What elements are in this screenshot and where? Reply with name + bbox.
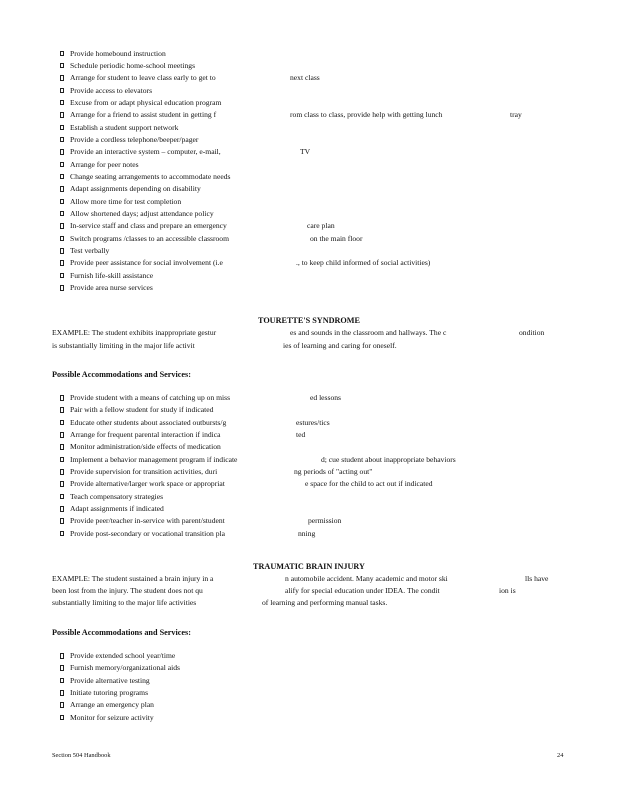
list-item: [60, 392, 342, 404]
checkbox-bullet-icon: [60, 186, 64, 192]
text-fragment: n automobile accident. Many academic and motor ski: [285, 574, 448, 583]
list-item-text: Provide supervision for transition activities, duri: [70, 467, 218, 477]
example-line: [52, 586, 203, 596]
subheading-accommodations: Possible Accommodations and Services:: [52, 628, 191, 637]
list-item: [60, 478, 433, 490]
list-item-text: Monitor administration/side effects of medication: [70, 442, 221, 452]
checkbox-bullet-icon: [60, 273, 64, 279]
list-item: [60, 196, 182, 208]
list-item-text: Furnish memory/organizational aids: [70, 663, 180, 673]
checkbox-bullet-icon: [60, 162, 64, 168]
list-item: [60, 503, 164, 515]
checkbox-bullet-icon: [60, 88, 64, 94]
text-fragment: been lost from the injury. The student does not qu: [52, 586, 203, 595]
example-line: [52, 574, 213, 584]
list-item-text: Furnish life-skill assistance: [70, 270, 154, 280]
list-item: [60, 48, 166, 60]
list-item: [60, 466, 373, 478]
text-fragment: EXAMPLE: The student sustained a brain injury in a: [52, 574, 214, 583]
checkbox-bullet-icon: [60, 444, 64, 450]
checkbox-bullet-icon: [60, 260, 64, 266]
checkbox-bullet-icon: [60, 63, 64, 69]
checkbox-bullet-icon: [60, 174, 64, 180]
list-item-text: ng periods of "acting out": [294, 467, 373, 477]
list-item: [60, 404, 214, 416]
text-fragment: es and sounds in the classroom and hallways. The c: [290, 328, 447, 337]
list-item: [60, 220, 335, 232]
list-item-text: tray: [510, 110, 522, 120]
checkbox-bullet-icon: [60, 149, 64, 155]
example-line: [519, 328, 544, 338]
list-item-text: Schedule periodic home-school meetings: [70, 60, 196, 70]
example-line: [499, 586, 516, 596]
list-item: [60, 257, 431, 269]
checkbox-bullet-icon: [60, 469, 64, 475]
list-item: [60, 97, 222, 109]
checkbox-bullet-icon: [60, 223, 64, 229]
list-item-text: Provide a cordless telephone/beeper/pager: [70, 134, 199, 144]
list-item: [60, 146, 311, 158]
checkbox-bullet-icon: [60, 199, 64, 205]
list-item-text: Test verbally: [70, 246, 110, 255]
list-item-text: Allow more time for test completion: [70, 196, 182, 206]
list-item: [60, 712, 154, 724]
list-item: [60, 85, 153, 97]
example-line: [285, 574, 448, 584]
list-item: [60, 72, 320, 84]
text-fragment: ondition: [519, 328, 545, 337]
accommodations-list-2: [60, 392, 456, 540]
list-item-text: Provide post-secondary or vocational transition pla: [70, 528, 226, 538]
checkbox-bullet-icon: [60, 432, 64, 438]
checkbox-bullet-icon: [60, 531, 64, 537]
text-fragment: alify for special education under IDEA. The condit: [285, 586, 440, 595]
checkbox-bullet-icon: [60, 248, 64, 254]
list-item-text: Arrange for peer notes: [70, 159, 139, 169]
list-item: [60, 515, 342, 527]
list-item-text: Pair with a fellow student for study if indicated: [70, 405, 214, 415]
checkbox-bullet-icon: [60, 420, 64, 426]
checkbox-bullet-icon: [60, 518, 64, 524]
list-item-text: on the main floor: [310, 233, 363, 243]
list-item-text: TV: [300, 147, 311, 157]
list-item-text: Initiate tutoring programs: [70, 688, 149, 698]
list-item: [60, 60, 196, 72]
example-line: [290, 328, 446, 338]
list-item-text: Provide peer/teacher in-service with parent/student: [70, 516, 225, 526]
list-item-text: estures/tics: [296, 417, 330, 427]
checkbox-bullet-icon: [60, 51, 64, 57]
list-item: [60, 282, 153, 294]
checkbox-bullet-icon: [60, 702, 64, 708]
section-heading-tbi: TRAUMATIC BRAIN INJURY: [253, 562, 365, 571]
list-item-text: Educate other students about associated outbursts/g: [70, 417, 227, 427]
checkbox-bullet-icon: [60, 506, 64, 512]
list-item: [60, 429, 306, 441]
list-item-text: Arrange an emergency plan: [70, 700, 154, 710]
list-item: [60, 675, 150, 687]
list-item-text: nning: [298, 528, 316, 538]
list-item-text: Excuse from or adapt physical education program: [70, 97, 222, 107]
list-item: [60, 171, 231, 183]
list-item-text: Provide area nurse services: [70, 283, 153, 293]
list-item-text: Provide alternative testing: [70, 675, 150, 685]
checkbox-bullet-icon: [60, 395, 64, 401]
list-item: [60, 245, 110, 257]
list-item-text: next class: [290, 73, 320, 83]
checkbox-bullet-icon: [60, 678, 64, 684]
list-item: [60, 208, 214, 220]
example-line: [52, 598, 196, 608]
checkbox-bullet-icon: [60, 211, 64, 217]
list-item: [60, 662, 180, 674]
accommodations-list-1: [60, 48, 522, 295]
list-item: [60, 134, 199, 146]
checkbox-bullet-icon: [60, 112, 64, 118]
text-fragment: is substantially limiting in the major life activit: [52, 341, 195, 350]
list-item-text: Monitor for seizure activity: [70, 712, 154, 722]
checkbox-bullet-icon: [60, 75, 64, 81]
checkbox-bullet-icon: [60, 125, 64, 131]
list-item: [60, 454, 456, 466]
list-item: [60, 233, 363, 245]
checkbox-bullet-icon: [60, 236, 64, 242]
list-item-text: d; cue student about inappropriate behaviors: [321, 454, 456, 464]
text-fragment: substantially limiting to the major life activities: [52, 598, 197, 607]
checkbox-bullet-icon: [60, 665, 64, 671]
list-item-text: rom class to class, provide help with getting lunch: [290, 110, 443, 120]
example-line: [52, 328, 216, 338]
text-fragment: ion is: [499, 586, 516, 595]
list-item-text: Provide homebound instruction: [70, 48, 166, 58]
list-item-text: Allow shortened days; adjust attendance policy: [70, 208, 214, 218]
checkbox-bullet-icon: [60, 137, 64, 143]
list-item-text: Teach compensatory strategies: [70, 491, 164, 501]
example-line: [262, 598, 387, 608]
list-item: [60, 441, 221, 453]
checkbox-bullet-icon: [60, 481, 64, 487]
list-item-text: Provide an interactive system – computer, e-mail,: [70, 147, 221, 157]
list-item-text: Adapt assignments depending on disability: [70, 184, 201, 194]
list-item-text: Adapt assignments if indicated: [70, 504, 164, 514]
list-item-text: ted: [296, 430, 306, 440]
text-fragment: lls have: [525, 574, 549, 583]
list-item: [60, 528, 316, 540]
list-item-text: Provide student with a means of catching up on miss: [70, 393, 231, 402]
list-item-text: care plan: [307, 221, 335, 231]
list-item: [60, 159, 139, 171]
checkbox-bullet-icon: [60, 100, 64, 106]
list-item-text: Provide access to elevators: [70, 85, 153, 95]
list-item: [60, 417, 330, 429]
list-item-text: Switch programs /classes to an accessible classroom: [70, 233, 230, 243]
list-item: [60, 491, 164, 503]
list-item-text: In-service staff and class and prepare an emergency: [70, 221, 227, 231]
list-item-text: Arrange for a friend to assist student in getting f: [70, 110, 217, 120]
checkbox-bullet-icon: [60, 457, 64, 463]
checkbox-bullet-icon: [60, 494, 64, 500]
list-item: [60, 270, 154, 282]
list-item: [60, 109, 522, 121]
text-fragment: ies of learning and caring for oneself.: [283, 341, 397, 350]
section-heading-tourette: TOURETTE'S SYNDROME: [258, 316, 360, 325]
list-item: [60, 699, 154, 711]
list-item: [60, 183, 201, 195]
footer-title: Section 504 Handbook: [52, 752, 111, 759]
list-item-text: e space for the child to act out if indicated: [305, 479, 433, 489]
text-fragment: EXAMPLE: The student exhibits inappropriate gestur: [52, 328, 217, 337]
checkbox-bullet-icon: [60, 715, 64, 721]
example-line: [52, 341, 195, 351]
list-item-text: Arrange for frequent parental interaction if indica: [70, 430, 221, 440]
checkbox-bullet-icon: [60, 690, 64, 696]
checkbox-bullet-icon: [60, 407, 64, 413]
list-item-text: Provide extended school year/time: [70, 651, 176, 660]
list-item-text: Arrange for student to leave class early to get to: [70, 73, 216, 83]
text-fragment: of learning and performing manual tasks.: [262, 598, 388, 607]
list-item-text: Change seating arrangements to accommodate needs: [70, 171, 231, 181]
checkbox-bullet-icon: [60, 285, 64, 291]
list-item-text: Provide peer assistance for social involvement (i.e: [70, 258, 223, 268]
checkbox-bullet-icon: [60, 653, 64, 659]
example-line: [525, 574, 548, 584]
list-item-text: permission: [308, 516, 342, 526]
example-line: [285, 586, 440, 596]
list-item-text: Implement a behavior management program if indicate: [70, 454, 238, 464]
list-item: [60, 687, 149, 699]
list-item: [60, 650, 176, 662]
list-item: [60, 122, 179, 134]
list-item-text: Provide alternative/larger work space or appropriat: [70, 479, 225, 489]
accommodations-list-3: [60, 650, 180, 724]
subheading-accommodations: Possible Accommodations and Services:: [52, 370, 191, 379]
list-item-text: ed lessons: [310, 393, 342, 402]
example-line: [283, 341, 397, 351]
list-item-text: Establish a student support network: [70, 122, 179, 132]
page-number: 24: [557, 752, 564, 759]
list-item-text: ., to keep child informed of social activities): [296, 258, 431, 268]
